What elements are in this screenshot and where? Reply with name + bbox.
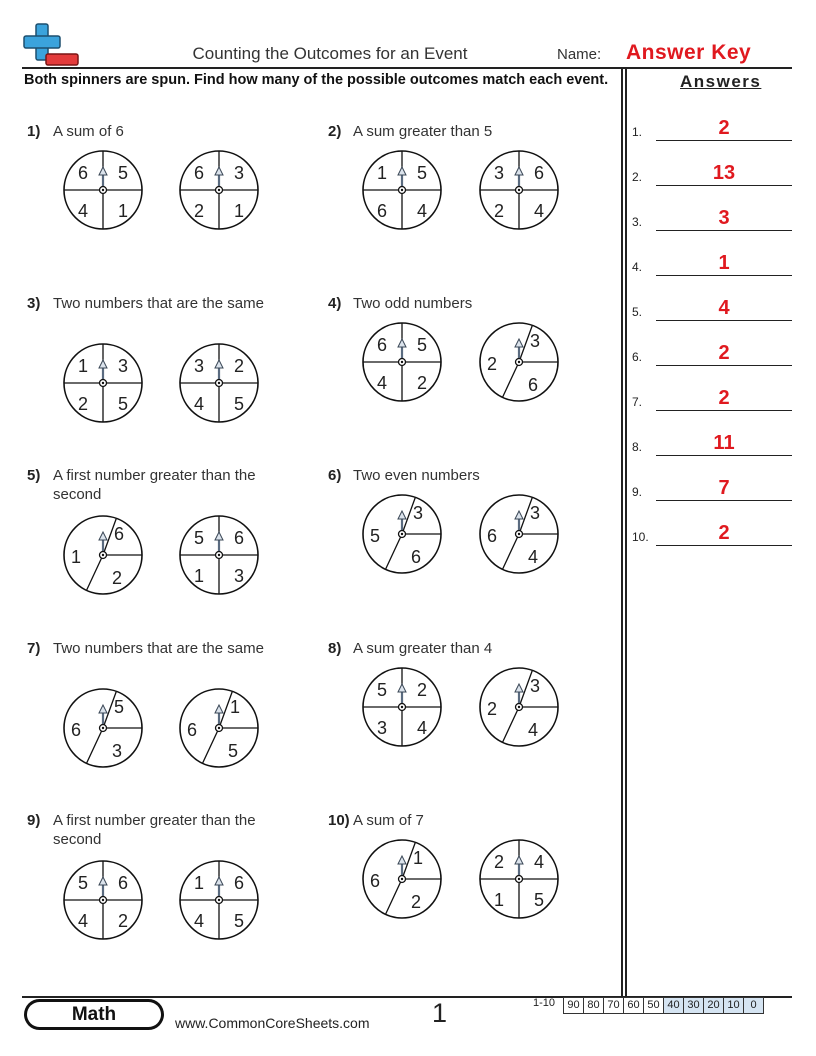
spinner <box>361 838 443 920</box>
column-divider <box>621 67 623 997</box>
spinner-number: 2 <box>193 201 205 221</box>
spinner-number: 4 <box>527 547 539 567</box>
problem-number: 7) <box>27 640 41 657</box>
answer-number: 8. <box>632 440 643 454</box>
answer-number: 7. <box>632 395 643 409</box>
answer-row <box>632 297 792 321</box>
spinner-number: 1 <box>193 566 205 586</box>
spinner-number: 1 <box>77 356 89 376</box>
spinner-number: 6 <box>233 528 245 548</box>
answer-value: 13 <box>712 162 736 184</box>
score-cell: 80 <box>583 998 603 1013</box>
answer-line <box>656 455 792 456</box>
answer-value: 7 <box>718 477 730 499</box>
spinner-number: 6 <box>533 163 545 183</box>
instructions: Both spinners are spun. Find how many of the possible outcomes match each event. <box>24 72 609 88</box>
answer-value: 11 <box>713 432 735 454</box>
spinner-number: 4 <box>376 373 388 393</box>
answers-heading: Answers <box>680 72 762 91</box>
score-cell: 30 <box>683 998 703 1013</box>
spinner-number: 1 <box>117 201 129 221</box>
column-divider <box>625 67 627 997</box>
spinner-pivot-dot <box>218 899 220 901</box>
spinner <box>478 838 560 920</box>
spinner <box>361 149 443 231</box>
answer-line <box>656 140 792 141</box>
spinner-number: 3 <box>117 356 129 376</box>
spinner-number: 5 <box>227 741 239 761</box>
spinner-number: 1 <box>412 848 424 868</box>
spinner-number: 4 <box>527 720 539 740</box>
spinner-number: 4 <box>533 201 545 221</box>
problem-text: A first number greater than the second <box>53 467 256 503</box>
spinner-number: 6 <box>113 524 125 544</box>
problem-number: 10) <box>328 812 350 829</box>
spinner <box>178 514 260 596</box>
spinner-pivot-dot <box>102 899 104 901</box>
spinner-pivot-dot <box>401 189 403 191</box>
name-label: Name: <box>557 46 602 63</box>
spinner-number: 5 <box>376 680 388 700</box>
answer-value: 2 <box>718 387 730 409</box>
footer-url: www.CommonCoreSheets.com <box>175 1015 370 1031</box>
spinner-number: 4 <box>193 394 205 414</box>
problem-text: A sum greater than 4 <box>353 640 493 657</box>
spinner-number: 1 <box>376 163 388 183</box>
spinner-pivot-dot <box>218 727 220 729</box>
problem-number: 9) <box>27 812 41 829</box>
spinner <box>478 321 560 403</box>
spinner-pivot-dot <box>218 189 220 191</box>
spinner-number: 1 <box>70 547 82 567</box>
spinner-number: 5 <box>233 911 245 931</box>
score-cell: 10 <box>723 998 743 1013</box>
spinner-number: 5 <box>369 526 381 546</box>
spinner-pivot-dot <box>102 189 104 191</box>
spinner-number: 6 <box>117 873 129 893</box>
spinner-number: 2 <box>486 699 498 719</box>
spinner <box>62 687 144 769</box>
spinner-number: 5 <box>416 163 428 183</box>
problem-text: Two odd numbers <box>353 295 473 312</box>
answer-row <box>632 162 792 186</box>
spinner-number: 6 <box>486 526 498 546</box>
spinner-number: 6 <box>369 871 381 891</box>
answer-key-label: Answer Key <box>626 41 752 64</box>
spinner-number: 2 <box>416 680 428 700</box>
spinner-number: 1 <box>229 697 241 717</box>
spinner-number: 2 <box>410 892 422 912</box>
spinner-number: 6 <box>410 547 422 567</box>
top-divider <box>22 67 792 69</box>
answer-row <box>632 252 792 276</box>
spinner-number: 4 <box>77 911 89 931</box>
spinner-number: 1 <box>233 201 245 221</box>
spinner <box>178 342 260 424</box>
spinner-number: 5 <box>193 528 205 548</box>
answer-value: 4 <box>718 297 730 319</box>
spinner-number: 3 <box>412 503 424 523</box>
problem-number: 5) <box>27 467 41 484</box>
spinner-pivot-dot <box>102 554 104 556</box>
spinner-number: 5 <box>113 697 125 717</box>
score-cell: 20 <box>703 998 723 1013</box>
spinner-number: 3 <box>529 676 541 696</box>
spinner-number: 2 <box>493 201 505 221</box>
answer-value: 1 <box>718 252 730 274</box>
spinner <box>178 687 260 769</box>
score-cell: 60 <box>623 998 643 1013</box>
spinner <box>478 493 560 575</box>
spinner-number: 6 <box>186 720 198 740</box>
subject-label: Math <box>27 1002 161 1027</box>
spinner-number: 4 <box>77 201 89 221</box>
answer-line <box>656 230 792 231</box>
score-range-label: 1-10 <box>533 997 556 1009</box>
spinner <box>62 514 144 596</box>
spinner <box>178 149 260 231</box>
spinner-number: 4 <box>416 201 428 221</box>
answer-number: 5. <box>632 305 643 319</box>
answer-line <box>656 500 792 501</box>
spinner-pivot-dot <box>102 727 104 729</box>
answer-number: 4. <box>632 260 643 274</box>
spinner <box>361 666 443 748</box>
answer-line <box>656 320 792 321</box>
score-cell: 90 <box>567 999 580 1011</box>
spinner-number: 5 <box>533 890 545 910</box>
spinner-number: 6 <box>233 873 245 893</box>
spinner-number: 3 <box>233 163 245 183</box>
problem-text: A sum of 6 <box>53 123 124 140</box>
spinner-number: 5 <box>77 873 89 893</box>
answer-number: 2. <box>632 170 643 184</box>
answer-line <box>656 545 792 546</box>
problem-text: Two numbers that are the same <box>53 640 264 657</box>
spinner <box>62 859 144 941</box>
spinner <box>478 149 560 231</box>
score-table <box>563 997 764 1014</box>
answer-value: 3 <box>718 207 730 229</box>
spinner <box>478 666 560 748</box>
answer-line <box>656 410 792 411</box>
spinner-pivot-dot <box>102 382 104 384</box>
answer-row <box>632 207 792 231</box>
spinner-pivot-dot <box>401 533 403 535</box>
spinner-number: 5 <box>416 335 428 355</box>
spinner-number: 6 <box>70 720 82 740</box>
spinner-number: 6 <box>193 163 205 183</box>
spinner-pivot-dot <box>518 189 520 191</box>
answer-number: 3. <box>632 215 643 229</box>
spinner-number: 2 <box>486 354 498 374</box>
spinner-number: 3 <box>493 163 505 183</box>
answer-row <box>632 117 792 141</box>
answer-row <box>632 432 792 456</box>
problem-text: Two even numbers <box>353 467 480 484</box>
problem-number: 4) <box>328 295 342 312</box>
spinner-number: 6 <box>376 201 388 221</box>
spinner-number: 4 <box>533 852 545 872</box>
answer-line <box>656 365 792 366</box>
problem-text: Two numbers that are the same <box>53 295 264 312</box>
spinner-number: 5 <box>117 163 129 183</box>
spinner-pivot-dot <box>518 706 520 708</box>
spinner-number: 2 <box>77 394 89 414</box>
spinner <box>62 342 144 424</box>
problem-number: 3) <box>27 295 41 312</box>
answer-value: 2 <box>718 522 730 544</box>
answer-value: 2 <box>718 342 730 364</box>
spinner-pivot-dot <box>218 554 220 556</box>
answer-row <box>632 477 792 501</box>
subject-badge <box>24 999 164 1030</box>
spinner-pivot-dot <box>401 361 403 363</box>
spinner-pivot-dot <box>401 706 403 708</box>
spinner-pivot-dot <box>518 361 520 363</box>
spinner-number: 6 <box>77 163 89 183</box>
answer-number: 1. <box>632 125 643 139</box>
spinner <box>361 321 443 403</box>
problem-text: A first number greater than the second <box>53 812 256 848</box>
spinner-pivot-dot <box>401 878 403 880</box>
spinner-pivot-dot <box>218 382 220 384</box>
spinner-number: 1 <box>493 890 505 910</box>
spinner-number: 5 <box>117 394 129 414</box>
spinner-pivot-dot <box>518 533 520 535</box>
spinner-number: 1 <box>193 873 205 893</box>
page-number: 1 <box>432 998 448 1028</box>
spinner-number: 2 <box>493 852 505 872</box>
spinner-number: 4 <box>193 911 205 931</box>
spinner <box>361 493 443 575</box>
answer-row <box>632 342 792 366</box>
problem-number: 1) <box>27 123 41 140</box>
score-cell: 50 <box>643 998 663 1013</box>
spinner <box>178 859 260 941</box>
score-cell: 0 <box>743 998 763 1013</box>
score-cell: 40 <box>663 998 683 1013</box>
problem-text: A sum greater than 5 <box>353 123 493 140</box>
spinner-number: 3 <box>529 503 541 523</box>
spinner-number: 4 <box>416 718 428 738</box>
spinner-number: 6 <box>376 335 388 355</box>
spinner-number: 2 <box>117 911 129 931</box>
spinner-number: 3 <box>111 741 123 761</box>
spinner-number: 6 <box>527 375 539 395</box>
problem-number: 2) <box>328 123 342 140</box>
answer-row <box>632 387 792 411</box>
spinner-pivot-dot <box>518 878 520 880</box>
answer-row <box>632 522 792 546</box>
spinner-number: 2 <box>233 356 245 376</box>
answer-number: 10. <box>632 530 649 544</box>
answer-line <box>656 275 792 276</box>
spinner-number: 5 <box>233 394 245 414</box>
spinner <box>62 149 144 231</box>
score-cell: 70 <box>603 998 623 1013</box>
problem-text: A sum of 7 <box>353 812 424 829</box>
answer-number: 6. <box>632 350 643 364</box>
spinner-number: 3 <box>233 566 245 586</box>
spinner-number: 2 <box>111 568 123 588</box>
spinner-number: 3 <box>529 331 541 351</box>
answer-line <box>656 185 792 186</box>
spinner-number: 2 <box>416 373 428 393</box>
problem-number: 8) <box>328 640 342 657</box>
spinner-number: 3 <box>193 356 205 376</box>
answer-number: 9. <box>632 485 643 499</box>
worksheet-title: Counting the Outcomes for an Event <box>192 44 468 63</box>
problem-number: 6) <box>328 467 342 484</box>
answer-value: 2 <box>718 117 730 139</box>
spinner-number: 3 <box>376 718 388 738</box>
